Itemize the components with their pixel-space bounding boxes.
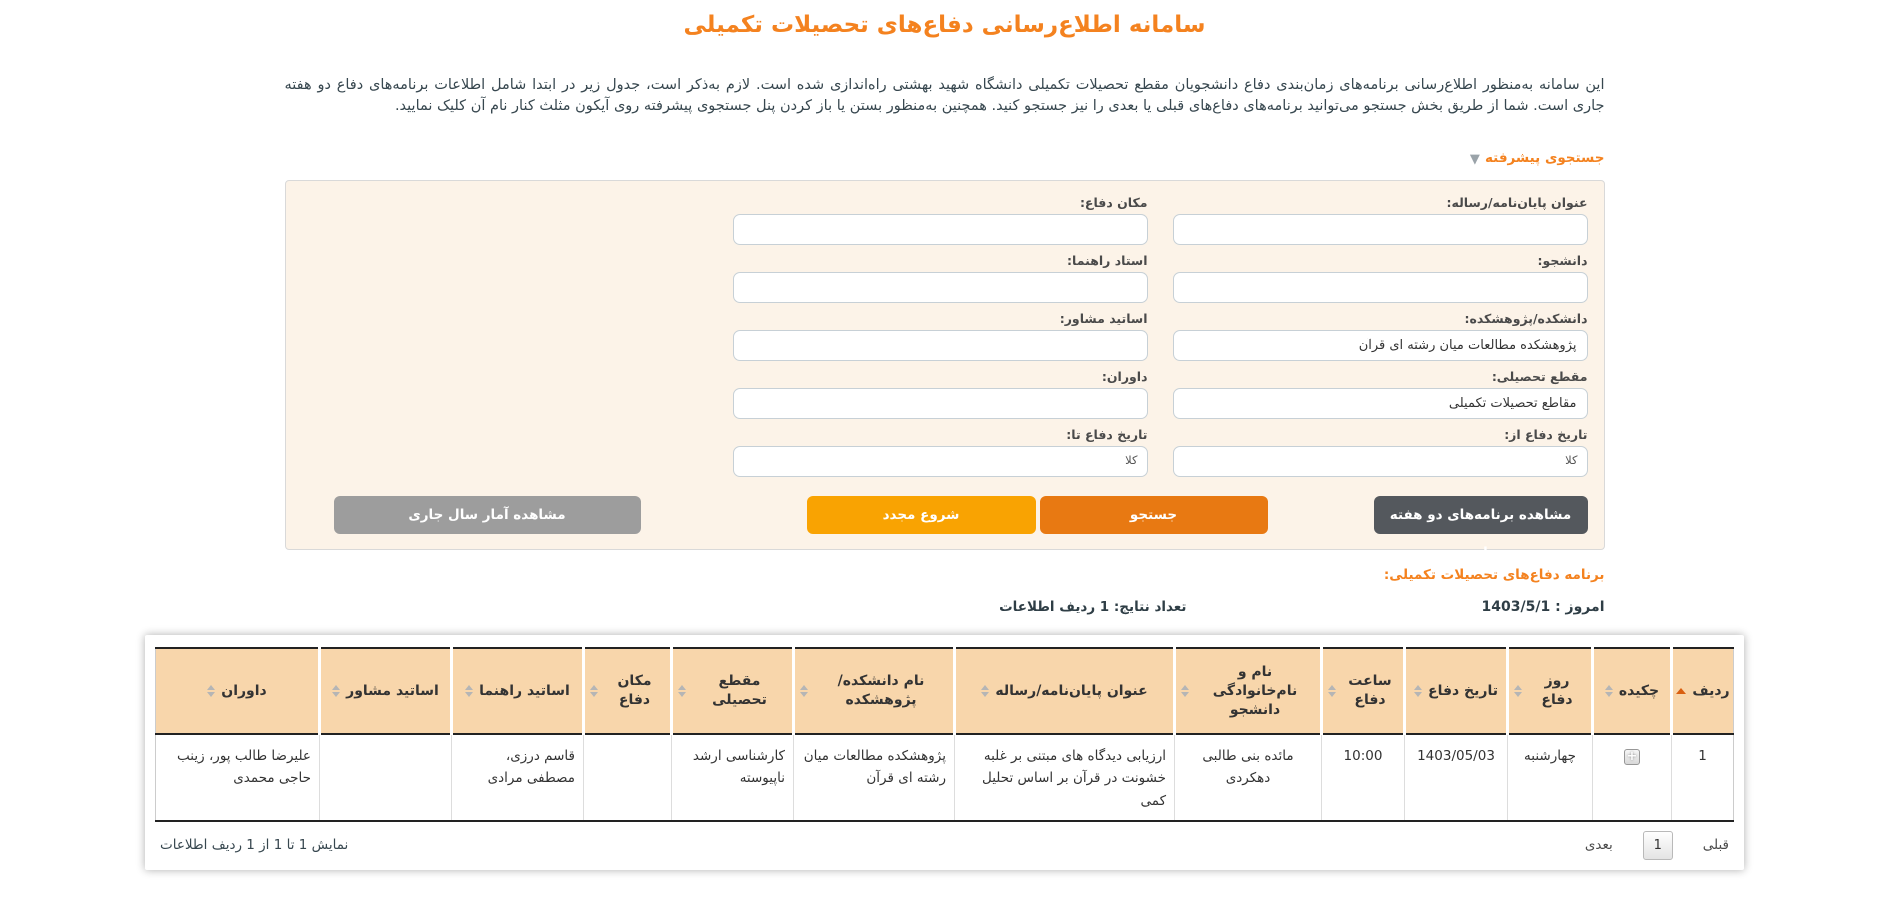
supervisor-input[interactable] (733, 272, 1148, 303)
cell-thesis-title: ارزیابی دیدگاه های مبتنی بر غلبه خشونت در قرآن بر اساس تحلیل کمی (955, 734, 1175, 821)
pagination-previous[interactable]: قبلی (1702, 837, 1729, 854)
cell-row-number: 1 (1672, 734, 1734, 821)
faculty-label: دانشکده/پژوهشکده: (1464, 311, 1588, 326)
col-header-degree-level[interactable]: مقطع تحصیلی (672, 648, 794, 734)
defense-location-label: مکان دفاع: (1079, 195, 1148, 210)
field-student (1173, 252, 1588, 303)
form-column-right (1173, 194, 1588, 484)
field-defense-location (733, 194, 1148, 245)
col-header-advisors[interactable]: اساتید مشاور (320, 648, 452, 734)
field-thesis-title (1173, 194, 1588, 245)
intro-text: این سامانه به‌منظور اطلاع‌رسانی برنامه‌های زمان‌بندی دفاع دانشجویان مقطع تحصیلات تکمیلی دانشگاه شهید بهشتی راه‌اندازی شده است. لازم به‌ذکر است، جدول زیر در ابتدا شامل اطلاعات برنامه‌های دفاع دو هفته جاری است. شما از طریق بخش جستجو می‌توانید برنامه‌های دفاع‌های قبلی یا بعدی را نیز جستجو کنید. همچنین به‌منظور بستن یا باز کردن پنل جستجوی پیشرفته روی آیکون مثلث کنار نام آن کلیک نمایید. (284, 77, 1605, 114)
cell-defense-time: 10:00 (1322, 734, 1405, 821)
field-faculty (1173, 310, 1588, 361)
thesis-title-input[interactable] (1173, 214, 1588, 245)
sort-icon (1414, 685, 1422, 697)
field-date-from (1173, 426, 1588, 477)
col-header-defense-day[interactable]: روز دفاع (1508, 648, 1593, 734)
form-column-left (733, 194, 1148, 484)
col-header-defense-date[interactable]: تاریخ دفاع (1405, 648, 1508, 734)
table-footer (155, 831, 1734, 860)
pagination-next[interactable]: بعدی (1584, 837, 1613, 854)
col-header-supervisors[interactable]: اساتید راهنما (452, 648, 584, 734)
cell-faculty-name: پژوهشکده مطالعات میان رشته ای قرآن (794, 734, 955, 821)
supervisor-label: استاد راهنما: (1067, 253, 1148, 268)
table-row (156, 734, 1734, 821)
page (0, 12, 1889, 907)
col-header-defense-location[interactable]: مکان دفاع (584, 648, 672, 734)
col-header-abstract[interactable]: چکیده (1593, 648, 1672, 734)
referees-label: داوران: (1101, 369, 1148, 384)
field-date-to (733, 426, 1148, 477)
today-date: امروز : 1403/5/1 (1481, 599, 1605, 615)
triangle-down-icon: ▼ (1469, 152, 1480, 167)
field-degree-level (1173, 368, 1588, 419)
date-to-label: تاریخ دفاع تا: (1066, 427, 1148, 442)
field-referees (733, 368, 1148, 419)
defense-table (155, 647, 1734, 822)
search-form (302, 194, 1588, 484)
col-header-faculty-name[interactable]: نام دانشکده/ پژوهشکده (794, 648, 955, 734)
restart-button[interactable]: شروع مجدد (807, 496, 1036, 534)
sort-icon (590, 685, 598, 697)
results-heading (285, 567, 1605, 616)
cell-defense-date: 1403/05/03 (1405, 734, 1508, 821)
cell-referees: علیرضا طالب پور، زینب حاجی محمدی (156, 734, 320, 821)
col-header-thesis-title[interactable]: عنوان پایان‌نامه/رساله (955, 648, 1175, 734)
defense-location-input[interactable] (733, 214, 1148, 245)
sort-icon (1328, 685, 1336, 697)
cell-advisors (320, 734, 452, 821)
cell-degree-level: کارشناسی ارشد ناپیوسته (672, 734, 794, 821)
pagination-page-1[interactable]: 1 (1643, 831, 1673, 860)
sort-icon (332, 685, 340, 697)
view-stats-button[interactable]: مشاهده آمار سال جاری (334, 496, 641, 534)
thesis-title-label: عنوان پایان‌نامه/رساله: (1446, 195, 1588, 210)
date-from-label: تاریخ دفاع از: (1504, 427, 1588, 442)
advanced-search-toggle[interactable] (285, 147, 1605, 165)
advisors-input[interactable] (733, 330, 1148, 361)
col-header-defense-time[interactable]: ساعت دفاع (1322, 648, 1405, 734)
sort-icon (207, 685, 215, 697)
advisors-label: اساتید مشاور: (1059, 311, 1148, 326)
results-card (145, 635, 1744, 870)
table-header-row (156, 648, 1734, 734)
date-from-input[interactable] (1173, 446, 1588, 477)
cell-supervisors: قاسم درزی، مصطفی مرادی (452, 734, 584, 821)
page-title: سامانه اطلاع‌رسانی دفاع‌های تحصیلات تکمیلی (683, 12, 1206, 38)
referees-input[interactable] (733, 388, 1148, 419)
sort-icon (1181, 685, 1189, 697)
date-to-hint: کلا (1125, 453, 1138, 467)
student-input[interactable] (1173, 272, 1588, 303)
date-to-input[interactable] (733, 446, 1148, 477)
cell-abstract (1593, 734, 1672, 821)
field-supervisor (733, 252, 1148, 303)
advanced-search-panel (285, 180, 1605, 561)
degree-level-label: مقطع تحصیلی: (1491, 369, 1588, 384)
table-info: نمایش 1 تا 1 از 1 ردیف اطلاعات (160, 837, 349, 854)
col-header-referees[interactable]: داوران (156, 648, 320, 734)
results-section-title: برنامه دفاع‌های تحصیلات تکمیلی: (1383, 567, 1605, 583)
search-buttons-row (302, 496, 1588, 561)
degree-level-input[interactable] (1173, 388, 1588, 419)
cell-student-name: مائده بنی طالبی دهکردی (1175, 734, 1322, 821)
sort-icon (800, 685, 808, 697)
search-button[interactable]: جستجو (1040, 496, 1268, 534)
sort-ascending-icon (1676, 688, 1686, 694)
student-label: دانشجو: (1537, 253, 1588, 268)
col-header-row-number[interactable]: ردیف (1672, 648, 1734, 734)
faculty-input[interactable] (1173, 330, 1588, 361)
sort-icon (678, 685, 686, 697)
sort-icon (1605, 685, 1613, 697)
results-count: تعداد نتایج: 1 ردیف اطلاعات (999, 599, 1187, 615)
col-header-student-name[interactable]: نام و نام‌خانوادگی دانشجو (1175, 648, 1322, 734)
sort-icon (981, 685, 989, 697)
field-advisors (733, 310, 1148, 361)
cell-defense-location (584, 734, 672, 821)
sort-icon (1514, 685, 1522, 697)
view-two-weeks-button[interactable]: مشاهده برنامه‌های دو هفته جاری (1374, 496, 1588, 534)
cell-defense-day: چهارشنبه (1508, 734, 1593, 821)
sort-icon (465, 685, 473, 697)
date-from-hint: کلا (1565, 453, 1578, 467)
expand-row-button[interactable]: + (1624, 749, 1640, 765)
advanced-search-toggle-label[interactable]: جستجوی پیشرفته (1485, 150, 1605, 166)
pagination (1585, 831, 1729, 860)
